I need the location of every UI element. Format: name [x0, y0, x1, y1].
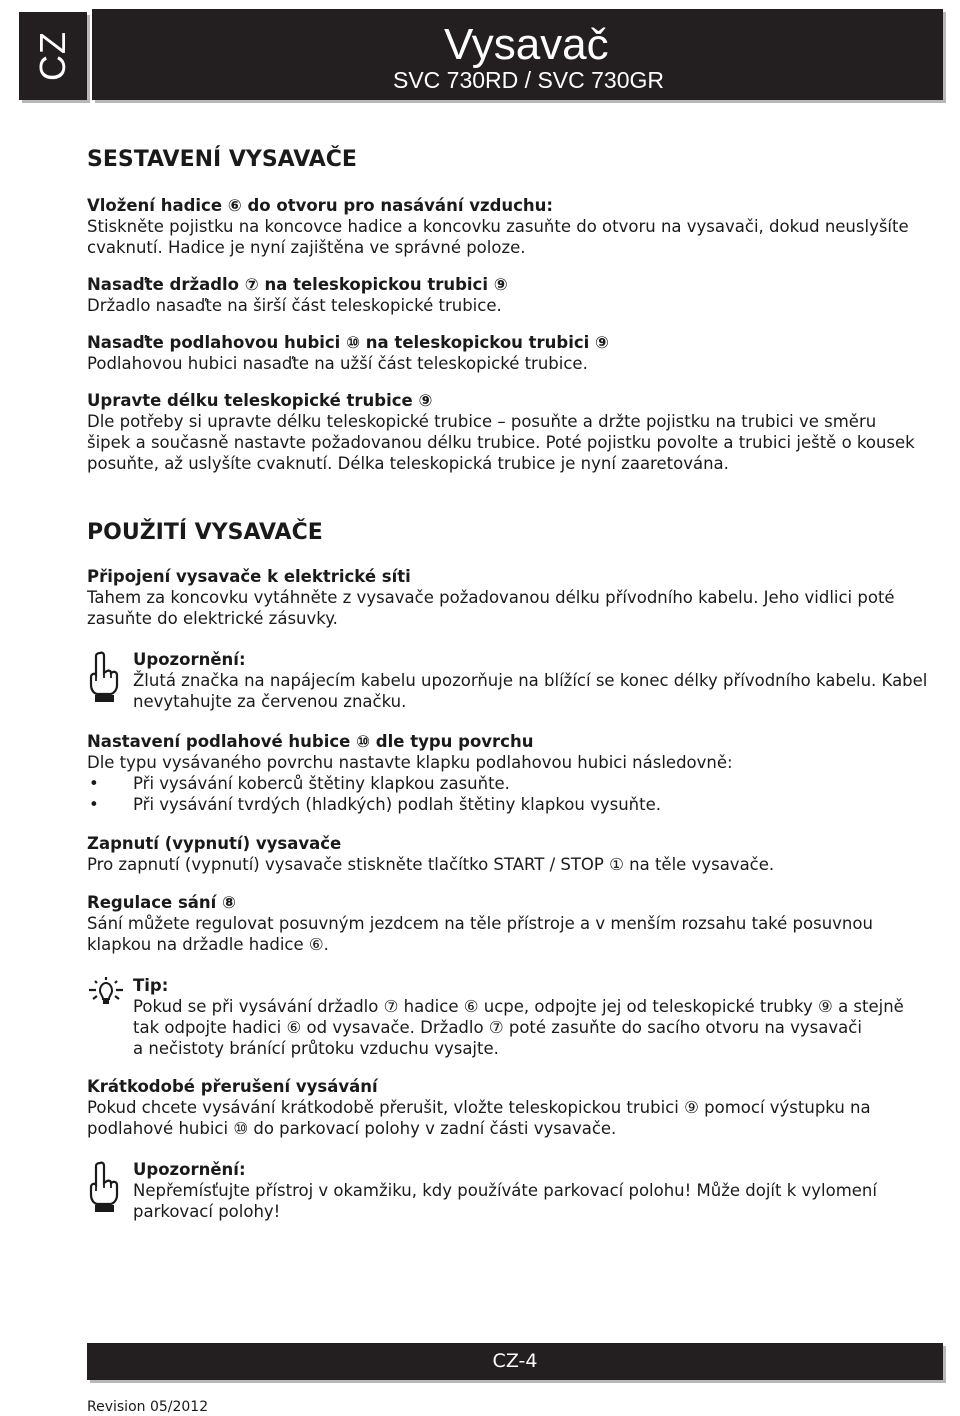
text-line: Sání můžete regulovat posuvným jezdcem na těle přístroje a v menším rozsahu také posuvnou: [87, 914, 873, 933]
warning-note: [87, 1159, 937, 1222]
text-line: tak odpojte hadici ⑥ od vysavače. Držadlo ⑦ poté zasuňte do sacího otvoru na vysavači: [133, 1018, 862, 1037]
assembly-nozzle: [87, 332, 937, 374]
block-heading: Připojení vysavače k elektrické síti: [87, 567, 411, 586]
warning-note: [87, 649, 937, 712]
revision-label: Revision 05/2012: [87, 1399, 209, 1415]
block-heading: Upravte délku teleskopické trubice ⑨: [87, 391, 433, 410]
language-tab: [19, 12, 87, 100]
block-heading: Nastavení podlahové hubice ⑩ dle typu povrchu: [87, 732, 534, 751]
block-heading: Zapnutí (vypnutí) vysavače: [87, 834, 342, 853]
list-item: • Při vysávání tvrdých (hladkých) podlah štětiny klapkou vysuňte.: [87, 794, 937, 815]
text-line: Stiskněte pojistku na koncovce hadice a koncovku zasuňte do otvoru na vysavači, dokud neuslyšíte: [87, 217, 909, 236]
note-heading: Upozornění:: [133, 1160, 246, 1179]
language-code: CZ: [32, 31, 73, 81]
text-line: klapkou na držadle hadice ⑥.: [87, 935, 329, 954]
section-heading-assembly: SESTAVENÍ VYSAVAČE: [87, 147, 357, 172]
text-line: cvaknutí. Hadice je nyní zajištěna ve správné poloze.: [87, 238, 526, 257]
assembly-tube-length: [87, 390, 937, 474]
list-item: • Při vysávání koberců štětiny klapkou zasuňte.: [87, 773, 937, 794]
text-line: Pokud se při vysávání držadlo ⑦ hadice ⑥ ucpe, odpojte jej od teleskopické trubky ⑨ a stejně: [133, 997, 904, 1016]
note-heading: Tip:: [133, 976, 169, 995]
page-number: CZ-4: [492, 1350, 538, 1372]
block-heading: Krátkodobé přerušení vysávání: [87, 1077, 378, 1096]
text-line: Podlahovou hubici nasaďte na užší část teleskopické trubice.: [87, 354, 588, 373]
main-content: [87, 145, 937, 1222]
usage-nozzle-setting: [87, 731, 937, 815]
usage-suction: [87, 892, 937, 955]
text-line: podlahové hubici ⑩ do parkovací polohy v zadní části vysavače.: [87, 1119, 617, 1138]
assembly-handle: [87, 274, 937, 316]
block-heading: Nasaďte podlahovou hubici ⑩ na teleskopickou trubici ⑨: [87, 333, 610, 352]
usage-pause: [87, 1076, 937, 1139]
text-line: Pro zapnutí (vypnutí) vysavače stiskněte tlačítko START / STOP ① na těle vysavače.: [87, 855, 775, 874]
text-line: Tahem za koncovku vytáhněte z vysavače požadovanou délku přívodního kabelu. Jeho vidlici poté: [87, 588, 895, 607]
text-line: zasuňte do elektrické zásuvky.: [87, 609, 338, 628]
bullet-list: [87, 773, 937, 815]
block-heading: Regulace sání ⑧: [87, 893, 237, 912]
note-heading: Upozornění:: [133, 650, 246, 669]
model-subtitle: SVC 730RD / SVC 730GR: [393, 67, 665, 93]
lightbulb-icon: [87, 977, 125, 1012]
text-line: a nečistoty bránící průtoku vzduchu vysajte.: [133, 1039, 499, 1058]
text-line: Nepřemísťujte přístroj v okamžiku, kdy používáte parkovací polohu! Může dojít k vylomení: [133, 1181, 877, 1200]
text-line: posuňte, až uslyšíte cvaknutí. Délka teleskopická trubice je nyní zaaretována.: [87, 454, 729, 473]
section-heading-usage: POUŽITÍ VYSAVAČE: [87, 520, 323, 545]
pointing-hand-icon: [87, 1161, 121, 1218]
title-bar: [92, 9, 943, 100]
text-line: nevytahujte za červenou značku.: [133, 692, 407, 711]
assembly-hose: [87, 195, 937, 258]
usage-power: [87, 833, 937, 875]
text-line: Žlutá značka na napájecím kabelu upozorňuje na blížící se konec délky přívodního kabelu. Kabel: [133, 671, 928, 690]
tip-note: [87, 975, 937, 1059]
block-heading: Nasaďte držadlo ⑦ na teleskopickou trubici ⑨: [87, 275, 508, 294]
text-line: Dle typu vysávaného povrchu nastavte klapku podlahovou hubici následovně:: [87, 753, 733, 772]
footer-bar: [87, 1343, 943, 1380]
text-line: Dle potřeby si upravte délku teleskopické trubice – posuňte a držte pojistku na trubici ve směru: [87, 412, 877, 431]
text-line: šipek a současně nastavte požadovanou délku trubice. Poté pojistku povolte a trubici ještě o kousek: [87, 433, 915, 452]
text-line: Držadlo nasaďte na širší část teleskopické trubice.: [87, 296, 502, 315]
page-title: Vysavač: [444, 20, 609, 69]
text-line: parkovací polohy!: [133, 1202, 281, 1221]
text-line: Pokud chcete vysávání krátkodobě přerušit, vložte teleskopickou trubici ⑨ pomocí výstupku na: [87, 1098, 871, 1117]
pointing-hand-icon: [87, 651, 121, 708]
block-heading: Vložení hadice ⑥ do otvoru pro nasávání vzduchu:: [87, 196, 554, 215]
usage-connect: [87, 566, 937, 629]
